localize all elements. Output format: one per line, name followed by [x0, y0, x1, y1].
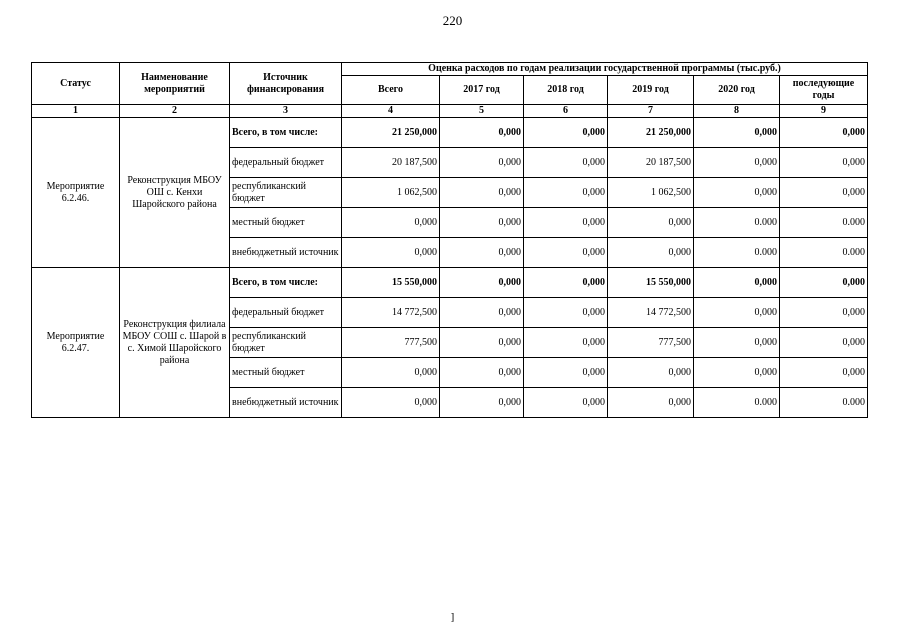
value-cell: 0,000 [440, 118, 524, 148]
value-cell: 1 062,500 [342, 178, 440, 208]
header-year-total: Всего [342, 76, 440, 105]
value-cell: 0,000 [608, 208, 694, 238]
value-cell: 0,000 [342, 358, 440, 388]
column-index: 1 [32, 105, 120, 118]
measure-name: Реконструкция филиала МБОУ СОШ с. Шарой в с. Химой Шаройского района [120, 268, 230, 418]
value-cell: 0,000 [694, 328, 780, 358]
value-cell: 14 772,500 [342, 298, 440, 328]
value-cell: 0,000 [780, 328, 868, 358]
header-year-2017: 2017 год [440, 76, 524, 105]
value-cell: 0,000 [342, 208, 440, 238]
funding-source: местный бюджет [230, 358, 342, 388]
value-cell: 0.000 [780, 208, 868, 238]
value-cell: 15 550,000 [342, 268, 440, 298]
value-cell: 0,000 [524, 238, 608, 268]
budget-table [31, 62, 868, 418]
value-cell: 0,000 [694, 268, 780, 298]
column-index: 4 [342, 105, 440, 118]
column-index: 6 [524, 105, 608, 118]
value-cell: 0,000 [440, 298, 524, 328]
value-cell: 1 062,500 [608, 178, 694, 208]
value-cell: 0,000 [440, 208, 524, 238]
value-cell: 0,000 [524, 268, 608, 298]
value-cell: 0,000 [524, 358, 608, 388]
header-year-2020: 2020 год [694, 76, 780, 105]
value-cell: 0,000 [694, 148, 780, 178]
value-cell: 14 772,500 [608, 298, 694, 328]
value-cell: 0,000 [780, 118, 868, 148]
column-index: 7 [608, 105, 694, 118]
funding-source: Всего, в том числе: [230, 268, 342, 298]
value-cell: 0,000 [694, 298, 780, 328]
value-cell: 0,000 [608, 238, 694, 268]
value-cell: 21 250,000 [342, 118, 440, 148]
column-index: 5 [440, 105, 524, 118]
header-source: Источник финансирования [230, 63, 342, 105]
header-status: Статус [32, 63, 120, 105]
value-cell: 0,000 [342, 238, 440, 268]
value-cell: 0,000 [780, 178, 868, 208]
value-cell: 0,000 [694, 118, 780, 148]
column-index: 3 [230, 105, 342, 118]
page-number: 220 [442, 13, 463, 28]
value-cell: 777,500 [342, 328, 440, 358]
value-cell: 0,000 [524, 388, 608, 418]
value-cell: 0,000 [440, 358, 524, 388]
header-name: Наименование мероприятий [120, 63, 230, 105]
value-cell: 0,000 [440, 178, 524, 208]
value-cell: 15 550,000 [608, 268, 694, 298]
value-cell: 0,000 [440, 148, 524, 178]
value-cell: 0,000 [694, 358, 780, 388]
value-cell: 0,000 [524, 148, 608, 178]
value-cell: 21 250,000 [608, 118, 694, 148]
value-cell: 0,000 [608, 388, 694, 418]
value-cell: 777,500 [608, 328, 694, 358]
column-index-row [32, 105, 868, 118]
footer-mark: ] [450, 611, 455, 623]
funding-source: внебюджетный источник [230, 238, 342, 268]
value-cell: 0,000 [440, 268, 524, 298]
column-index: 2 [120, 105, 230, 118]
value-cell: 0.000 [694, 238, 780, 268]
funding-source: федеральный бюджет [230, 298, 342, 328]
value-cell: 0,000 [342, 388, 440, 418]
header-year-2018: 2018 год [524, 76, 608, 105]
value-cell: 0.000 [694, 208, 780, 238]
value-cell: 20 187,500 [608, 148, 694, 178]
value-cell: 0,000 [694, 178, 780, 208]
value-cell: 0,000 [780, 268, 868, 298]
table-row [32, 268, 868, 298]
value-cell: 0,000 [608, 358, 694, 388]
value-cell: 0,000 [780, 148, 868, 178]
funding-source: местный бюджет [230, 208, 342, 238]
value-cell: 0.000 [780, 388, 868, 418]
value-cell: 0.000 [780, 238, 868, 268]
value-cell: 0,000 [440, 328, 524, 358]
table-row [32, 118, 868, 148]
value-cell: 0,000 [524, 298, 608, 328]
funding-source: федеральный бюджет [230, 148, 342, 178]
measure-status: Мероприятие 6.2.47. [32, 268, 120, 418]
value-cell: 0,000 [440, 388, 524, 418]
value-cell: 20 187,500 [342, 148, 440, 178]
header-year-later: последующие годы [780, 76, 868, 105]
header-estimate: Оценка расходов по годам реализации государственной программы (тыс.руб.) [342, 63, 868, 76]
measure-status: Мероприятие 6.2.46. [32, 118, 120, 268]
funding-source: Всего, в том числе: [230, 118, 342, 148]
funding-source: республиканский бюджет [230, 178, 342, 208]
column-index: 9 [780, 105, 868, 118]
value-cell: 0.000 [694, 388, 780, 418]
value-cell: 0,000 [524, 328, 608, 358]
funding-source: внебюджетный источник [230, 388, 342, 418]
value-cell: 0,000 [780, 298, 868, 328]
value-cell: 0,000 [524, 178, 608, 208]
value-cell: 0,000 [780, 358, 868, 388]
column-index: 8 [694, 105, 780, 118]
header-year-2019: 2019 год [608, 76, 694, 105]
funding-source: республиканский бюджет [230, 328, 342, 358]
value-cell: 0,000 [524, 208, 608, 238]
measure-name: Реконструкция МБОУ ОШ с. Кенхи Шаройского района [120, 118, 230, 268]
value-cell: 0,000 [440, 238, 524, 268]
value-cell: 0,000 [524, 118, 608, 148]
